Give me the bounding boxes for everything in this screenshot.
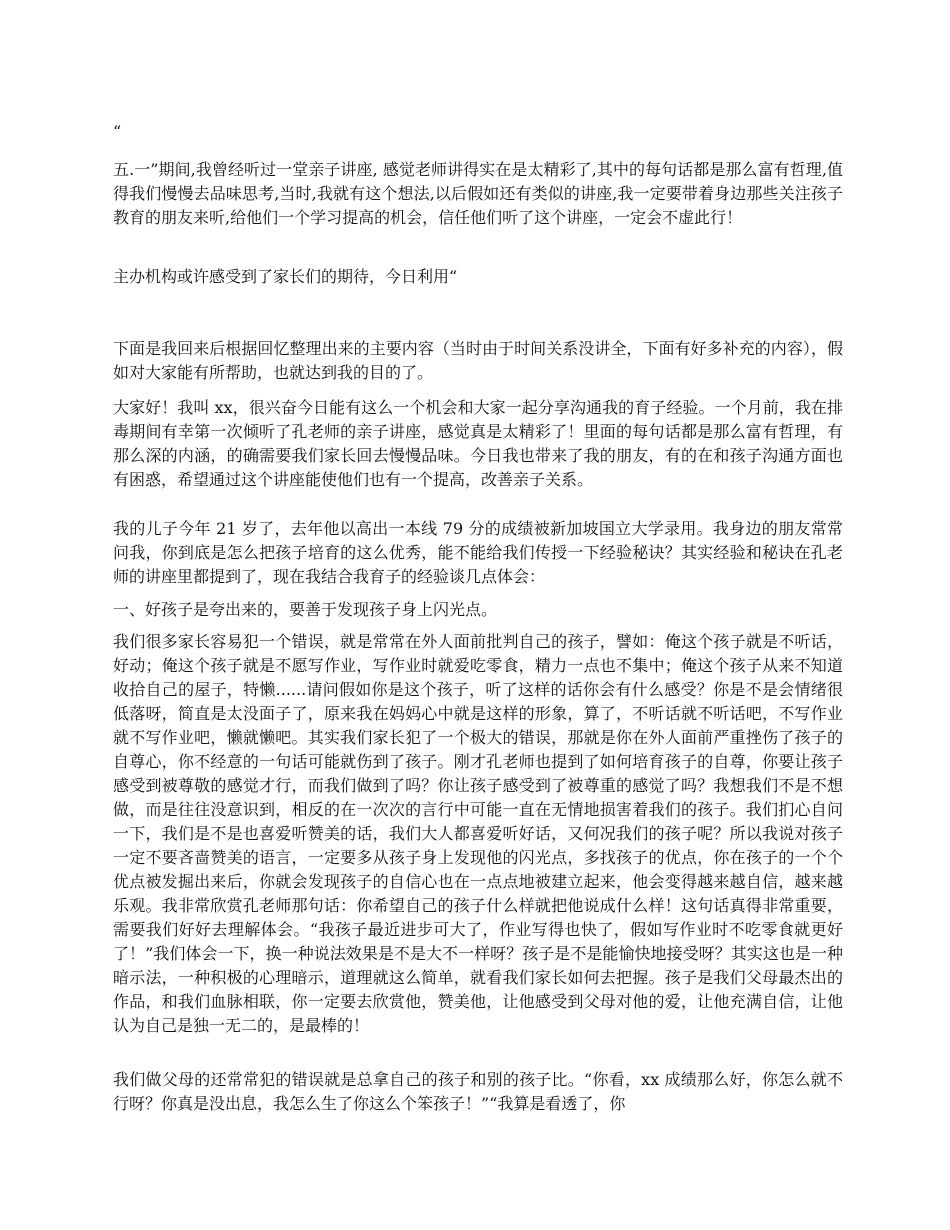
paragraph-summary-note: 下面是我回来后根据回忆整理出来的主要内容（当时由于时间关系没讲全，下面有好多补充的内容），假如对大家能有所帮助，也就达到我的目的了。 bbox=[113, 339, 843, 382]
opening-quote: “ bbox=[113, 122, 122, 141]
paragraph-comparison: 我们做父母的还常常犯的错误就是总拿自己的孩子和别的孩子比。“你看，xx 成绩那么好，你怎么就不行呀？你真是没出息，我怎么生了你这么个笨孩子！”“我算是看透了，你 bbox=[113, 1070, 843, 1113]
paragraph-intro: 五.一”期间,我曾经听过一堂亲子讲座, 感觉老师讲得实在是太精彩了,其中的每句话都是那么富有哲理,值得我们慢慢去品味思考,当时,我就有这个想法,以后假如还有类似的讲座,我一定要带着身边那些关注孩子教育的朋友来听,给他们一个学习提高的机会，信任他们听了这个讲座，一定会不虚此行！ bbox=[113, 160, 843, 227]
paragraph-son: 我的儿子今年 21 岁了，去年他以高出一本线 79 分的成绩被新加坡国立大学录用。我身边的朋友常常问我，你到底是怎么把孩子培育的这么优秀，能不能给我们传授一下经验秘诀？其实经验和秘诀在孔老师的讲座里都提到了，现在我结合我育子的经验谈几点体会： bbox=[113, 519, 843, 586]
paragraph-praise: 我们很多家长容易犯一个错误，就是常常在外人面前批判自己的孩子，譬如：俺这个孩子就是不听话，好动；俺这个孩子就是不愿写作业，写作业时就爱吃零食，精力一点也不集中；俺这个孩子从来不知道收拾自己的屋子，特懒......请问假如你是这个孩子，听了这样的话你会有什么感受？你是不是会情绪很低落呀，简直是太没面子了，原来我在妈妈心中就是这样的形象，算了，不听话就不听话吧，不写作业就不写作业吧，懒就懒吧。其实我们家长犯了一个极大的错误，那就是你在外人面前严重挫伤了孩子的自尊心，你不经意的一句话可能就伤到了孩子。刚才孔老师也提到了如何培育孩子的自尊，你要让孩子感受到被尊敬的感觉才行，而我们做到了吗？你让孩子感受到了被尊重的感觉了吗？我想我们不是不想做，而是往往没意识到，相反的在一次次的言行中可能一直在无情地损害着我们的孩子。我们扪心自问一下，我们是不是也喜爱听赞美的话，我们大人都喜爱听好话，又何况我们的孩子呢？所以我说对孩子一定不要吝啬赞美的语言，一定要多从孩子身上发现他的闪光点，多找孩子的优点，你在孩子的一个个优点被发掘出来后，你就会发现孩子的自信心也在一点点地被建立起来，他会变得越来越自信，越来越乐观。我非常欣赏孔老师那句话：你希望自己的孩子什么样就把他说成什么样！这句话真得非常重要，需要我们好好去理解体会。“我孩子最近进步可大了，作业写得也快了，假如写作业时不吃零食就更好了！”我们体会一下，换一种说法效果是不是大不一样呀？孩子是不是能愉快地接受呀？其实这也是一种暗示法，一种积极的心理暗示，道理就这么简单，就看我们家长如何去把握。孩子是我们父母最杰出的作品，和我们血脉相联，你一定要去欣赏他，赞美他，让他感受到父母对他的爱，让他充满自信，让他认为自己是独一无二的，是最棒的！ bbox=[113, 632, 843, 1035]
section-heading-one: 一、好孩子是夸出来的，要善于发现孩子身上闪光点。 bbox=[113, 600, 498, 619]
paragraph-greeting: 大家好！我叫 xx，很兴奋今日能有这么一个机会和大家一起分享沟通我的育子经验。一个月前，我在排毒期间有幸第一次倾听了孔老师的亲子讲座，感觉真是太精彩了！里面的每句话都是那么富有哲理，有那么深的内涵，的确需要我们家长回去慢慢品味。今日我也带来了我的朋友，有的在和孩子沟通方面也有困惑，希望通过这个讲座能使他们也有一个提高，改善亲子关系。 bbox=[113, 398, 843, 489]
paragraph-organizer: 主办机构或许感受到了家长们的期待，今日利用“ bbox=[113, 267, 458, 286]
